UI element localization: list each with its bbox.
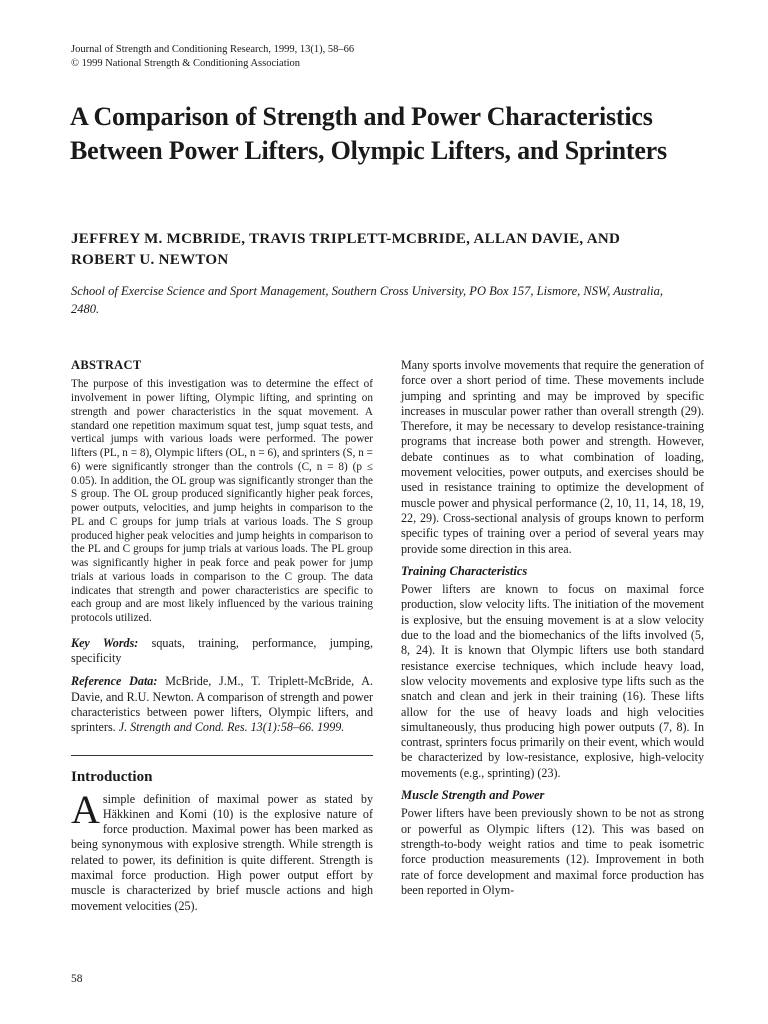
subheading-training-characteristics: Training Characteristics: [401, 563, 528, 578]
reference-data: [71, 674, 373, 735]
article-title: A Comparison of Strength and Power Characteristics Between Power Lifters, Olympic Lifters, and Sprinters: [70, 102, 667, 165]
body-paragraph: Power lifters are known to focus on maximal force production, slow velocity lifts. The initiation of the movement is explosive, but the ensuing movement is at a slow velocity due to the load and the biomechanics of the lifts involved (5, 8, 24). It is known that Olympic lifters use both standard resistance exercise techniques, which include heavy load, slow velocity movements and explosive type lifts such as the snatch and clean and jerk in their training (16). These lifts allow for the use of heavy loads and high velocities simultaneously, thus producing high power outputs (7, 8). In contrast, sprinters focus primarily on their event, which would be characterized by low-resistance, explosive, high-velocity movements (e.g., sprinting) (23).: [401, 582, 704, 780]
journal-citation: Journal of Strength and Conditioning Research, 1999, 13(1), 58–66: [71, 44, 355, 55]
page-number: 58: [71, 973, 83, 985]
subheading-muscle-strength-power: Muscle Strength and Power: [401, 788, 545, 803]
author-line-1: JEFFREY M. MCBRIDE, TRAVIS TRIPLETT-MCBRIDE, ALLAN DAVIE, AND: [71, 231, 621, 247]
author-list: [71, 229, 711, 271]
keywords-label: Key Words:: [71, 635, 139, 650]
reference-label: Reference Data:: [71, 674, 158, 689]
left-column: [71, 358, 373, 914]
section-divider: [71, 755, 373, 756]
copyright-notice: © 1999 National Strength & Conditioning Association: [71, 58, 301, 69]
introduction-text: [71, 786, 373, 914]
journal-header: [71, 43, 354, 71]
keywords: [71, 636, 373, 667]
drop-cap: A: [71, 786, 100, 832]
affiliation: School of Exercise Science and Sport Management, Southern Cross University, PO Box 157, Lismore, NSW, Australia, 2480.: [71, 284, 663, 316]
introduction-body: simple definition of maximal power as stated by Häkkinen and Komi (10) is the explosive nature of force production. Maximal power has been marked as being synonymous with explosive strength. While strength is related to power, its definition is quite different. Strength is maximal force production. High power output effort by muscle is characterized by brief muscle actions and high movement velocities (25).: [71, 791, 373, 913]
abstract-heading: ABSTRACT: [71, 358, 142, 372]
abstract-text: The purpose of this investigation was to determine the effect of involvement in power lifting, Olympic lifting, and sprinting on strength and power characteristics in the squat movement. A standard one repetition maximum squat test, jump squat tests, and vertical jumps with various loads were performed. The power lifters (PL, n = 8), Olympic lifters (OL, n = 6), and sprinters (S, n = 6) were significantly stronger than the controls (C, n = 8) (p ≤ 0.05). In addition, the OL group was significantly stronger than the S group. The OL group produced significantly higher peak forces, power outputs, velocities, and jump heights in comparison to the PL and C groups for jump trials at various loads. The S group produced higher peak velocities and jump heights in comparison to the PL and C groups for jump trials at various loads. The PL group was significantly higher in peak force and peak power for jump trials at various loads in comparison to the C group. The data indicates that strength and power characteristics are specific to each group and are most likely influenced by the various training protocols utilized.: [71, 378, 373, 625]
body-paragraph: Many sports involve movements that require the generation of force over a short period of time. These movements include jumping and sprinting and may be improved by specific increases in muscular power rather than overall strength (29). Therefore, it may be necessary to develop resistance-training programs that increase both power and strength. However, debate continues as to what combination of loading, movement velocities, power outputs, and exercises should be used in resistance training to optimize the development of muscle power and physical performance (2, 10, 11, 14, 18, 19, 22, 29). Cross-sectional analysis of groups known to perform specific types of training over a period of several years may provide some direction in this area.: [401, 358, 704, 556]
reference-citation: J. Strength and Cond. Res. 13(1):58–66. 1999.: [118, 720, 345, 735]
right-column: [401, 358, 704, 898]
keywords-text: squats, training, performance, jumping, specificity: [71, 635, 374, 666]
body-paragraph: Power lifters have been previously shown to be not as strong or powerful as Olympic lifters (12). This was based on strength-to-body weight ratios and time to peak isometric force production measurements (12). Improvement in both rate of force development and maximal force production has been reported in Olym-: [401, 806, 704, 897]
reference-text: McBride, J.M., T. Triplett-McBride, A. Davie, and R.U. Newton. A comparison of strength and power characteristics between power lifters, Olympic lifters, and sprinters.: [71, 674, 374, 735]
author-line-2: ROBERT U. NEWTON: [71, 252, 229, 268]
introduction-heading: Introduction: [71, 768, 153, 785]
